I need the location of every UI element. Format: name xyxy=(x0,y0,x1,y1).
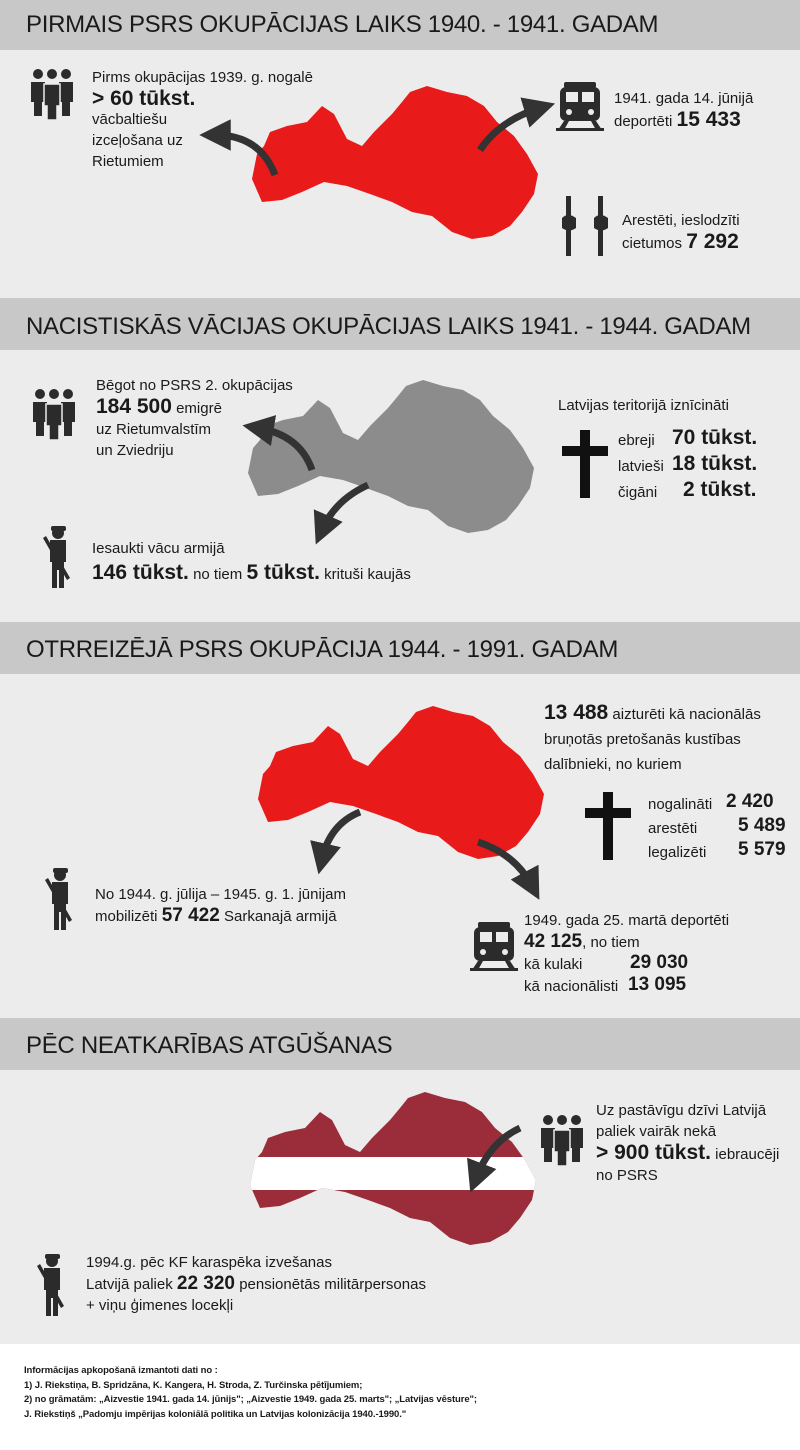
section2-panel xyxy=(0,350,800,622)
flee-line3: uz Rietumvalstīm xyxy=(96,421,212,438)
emigration-text xyxy=(92,67,313,172)
military-number: 22 320 xyxy=(176,1273,236,1294)
section1-header xyxy=(0,0,800,50)
section4-title: PĒC NEATKARĪBAS ATGŪŠANAS xyxy=(26,1032,393,1059)
people-icon xyxy=(32,388,78,442)
destroyed-title: Latvijas teritorijā iznīcināti xyxy=(558,397,729,414)
army-number: 146 tūkst. xyxy=(92,561,189,584)
military-line3: + viņu ģimenes locekļi xyxy=(86,1297,234,1314)
fate-row: nogalināti 2 420 xyxy=(648,791,774,813)
section4-header xyxy=(0,1018,800,1070)
prison-bars-icon xyxy=(562,196,608,258)
emigration-number: > 60 tūkst. xyxy=(92,87,196,110)
flee-text xyxy=(96,375,293,461)
section2-header xyxy=(0,298,800,350)
army-killed-number: 5 tūkst. xyxy=(246,561,320,584)
emigration-pre: Pirms okupācijas 1939. g. nogalē xyxy=(92,69,313,86)
deportation-line2: deportēti xyxy=(614,113,673,130)
cross-icon xyxy=(562,430,610,500)
nationalists-row: kā nacionālisti 13 095 xyxy=(524,974,687,995)
victims-list xyxy=(618,426,768,504)
deportation-text xyxy=(614,88,753,132)
section2-title: NACISTISKĀS VĀCIJAS OKUPĀCIJAS LAIKS 1941. - 1944. GADAM xyxy=(26,313,751,340)
deportation-1949-number: 42 125 xyxy=(524,931,583,952)
stay-line2: paliek vairāk nekā xyxy=(596,1123,717,1140)
arrow-south-icon xyxy=(322,485,368,530)
section3-panel xyxy=(0,674,800,1018)
mobilized-number: 57 422 xyxy=(161,905,220,926)
army-text: 146 tūkst. no tiem 5 tūkst. krituši kaujās xyxy=(92,561,411,584)
resist-text: 13 488 aizturēti kā nacionālās bruņotās pretošanās kustības dalībnieki, no kuriem xyxy=(544,701,761,773)
footer-line3: 2) no grāmatām: „Aizvestie 1941. gada 14. jūnijs"; „Aizvestie 1949. gada 25. marts"; „Latvijas vēsture"; xyxy=(24,1394,477,1405)
mobilized-text: No 1944. g. jūlija – 1945. g. 1. jūnijam mobilizēti 57 422 Sarkanajā armijā xyxy=(95,886,346,926)
flee-word: emigrē xyxy=(176,400,222,417)
flee-line1: Bēgot no PSRS 2. okupācijas xyxy=(96,377,293,394)
fate-row: arestēti 5 489 xyxy=(648,815,786,837)
section1-title: PIRMAIS PSRS OKUPĀCIJAS LAIKS 1940. - 1941. GADAM xyxy=(26,11,659,38)
train-icon xyxy=(474,922,518,974)
section1-panel xyxy=(0,50,800,298)
arrow-south-icon xyxy=(476,1128,520,1178)
fates-list xyxy=(648,790,798,862)
footer-line1: Informācijas apkopošanā izmantoti dati no : xyxy=(24,1365,218,1376)
section4-panel xyxy=(0,1070,800,1344)
victim-row: ebreji 70 tūkst. xyxy=(618,426,758,449)
arrest-number: 7 292 xyxy=(686,230,739,253)
arrow-southwest-icon xyxy=(322,812,360,859)
arrest-text xyxy=(622,210,740,254)
victim-row: čigāni 2 tūkst. xyxy=(618,478,757,501)
stay-number: > 900 tūkst. xyxy=(596,1141,711,1164)
train-icon xyxy=(560,82,604,134)
people-icon xyxy=(540,1114,586,1168)
sources-footer xyxy=(24,1364,477,1422)
mobilized-line1: No 1944. g. jūlija – 1945. g. 1. jūnijam xyxy=(95,886,346,903)
deportation-number: 15 433 xyxy=(676,108,741,131)
arrest-line2: cietumos xyxy=(622,235,683,252)
military-text: 1994.g. pēc KF karaspēka izvešanas Latvijā paliek 22 320 pensionētās militārpersonas + viņu ģimenes locekļi xyxy=(86,1254,426,1314)
army-line1: Iesaukti vācu armijā xyxy=(92,540,225,557)
flee-number: 184 500 xyxy=(96,395,172,418)
section3-header xyxy=(0,622,800,674)
section3-title: OTRREIZĒJĀ PSRS OKUPĀCIJA 1944. - 1991. GADAM xyxy=(26,636,619,663)
victim-row: latvieši 18 tūkst. xyxy=(618,452,758,475)
arrest-line1: Arestēti, ieslodzīti xyxy=(622,212,740,229)
soldier-icon xyxy=(46,868,76,932)
deportation-1949: 1949. gada 25. martā deportēti 42 125, no tiem kā kulaki 29 030 kā nacionālisti 13 095 xyxy=(524,910,784,997)
deportation-line1: 1941. gada 14. jūnijā xyxy=(614,90,754,107)
deportation-1949-line1: 1949. gada 25. martā deportēti xyxy=(524,912,730,929)
arrow-east-icon xyxy=(480,108,540,150)
soldier-icon xyxy=(44,526,74,590)
fate-row: legalizēti 5 579 xyxy=(648,839,786,861)
kulaki-row: kā kulaki 29 030 xyxy=(524,952,689,973)
resist-line2: bruņotās pretošanās kustības xyxy=(544,731,741,748)
emigration-line1: vācbaltiešu xyxy=(92,111,168,128)
resist-line3: dalībnieki, no kuriem xyxy=(544,756,682,773)
emigration-line3: Rietumiem xyxy=(92,153,164,170)
footer-line2: 1) J. Riekstiņa, B. Spridzāna, K. Kangera, H. Stroda, Z. Turčinska pētījumiem; xyxy=(24,1379,363,1391)
people-icon xyxy=(30,68,76,122)
soldier-icon xyxy=(38,1254,68,1318)
cross-icon xyxy=(585,792,633,862)
emigration-line2: izceļošana uz xyxy=(92,132,183,149)
stay-line4: no PSRS xyxy=(596,1167,658,1184)
arrow-southeast-icon xyxy=(478,842,532,886)
footer-line4: J. Riekstiņš „Padomju impērijas koloniālā politika un Latvijas kolonizācija 1940.-1990." xyxy=(24,1408,407,1420)
resist-number: 13 488 xyxy=(544,701,609,724)
stay-text: Uz pastāvīgu dzīvi Latvijā paliek vairāk nekā > 900 tūkst. iebraucēji no PSRS xyxy=(596,1102,780,1184)
stay-line1: Uz pastāvīgu dzīvi Latvijā xyxy=(596,1102,767,1119)
military-line1: 1994.g. pēc KF karaspēka izvešanas xyxy=(86,1254,332,1271)
flee-line4: un Zviedriju xyxy=(96,442,174,459)
